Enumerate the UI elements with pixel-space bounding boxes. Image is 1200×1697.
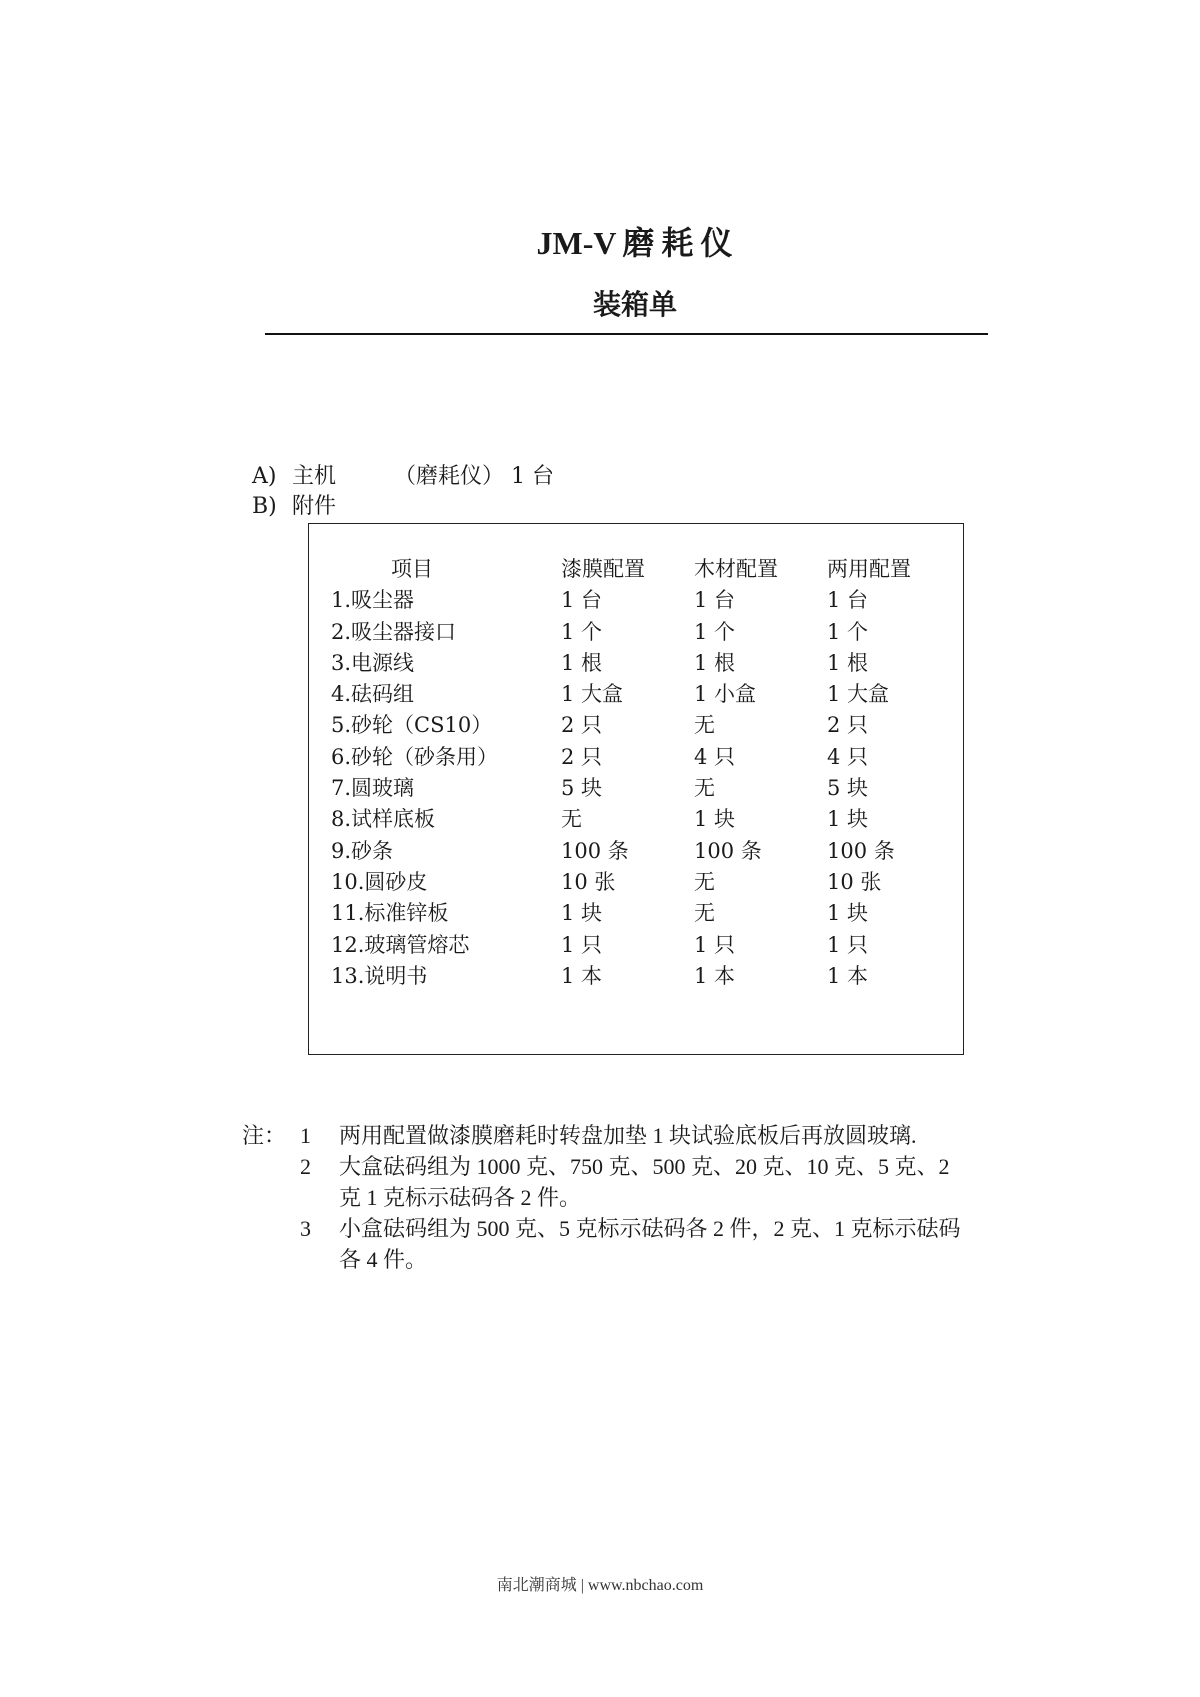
note-text: 各 4 件。 xyxy=(339,1247,428,1272)
paint-config: 2 只 xyxy=(561,744,603,769)
table-row xyxy=(309,648,963,679)
item-name: 5.砂轮（CS10） xyxy=(331,713,493,738)
table-row xyxy=(309,898,963,929)
wood-config: 无 xyxy=(694,776,715,801)
table-row xyxy=(309,804,963,835)
section-accessories xyxy=(252,492,336,522)
wood-config: 无 xyxy=(694,869,715,894)
paint-config: 无 xyxy=(561,807,582,832)
title-char: 仪 xyxy=(700,224,734,262)
item-name: 1.吸尘器 xyxy=(331,588,415,613)
section-detail: （磨耗仪） 1 台 xyxy=(394,464,554,489)
item-name: 8.试样底板 xyxy=(331,807,436,832)
section-name: 主机 xyxy=(292,464,337,489)
item-name: 11.标准锌板 xyxy=(331,901,449,926)
dual-config: 1 台 xyxy=(827,588,869,613)
paint-config: 10 张 xyxy=(561,869,616,894)
paint-config: 2 只 xyxy=(561,713,603,738)
note-text: 克 1 克标示砝码各 2 件。 xyxy=(339,1185,582,1210)
paint-config: 1 个 xyxy=(561,619,603,644)
table-row xyxy=(309,773,963,804)
accessories-table xyxy=(309,554,963,992)
dual-config: 1 根 xyxy=(827,650,869,675)
title-divider xyxy=(265,333,988,335)
table-row xyxy=(309,836,963,867)
item-name: 7.圆玻璃 xyxy=(331,776,415,801)
section-name: 附件 xyxy=(292,494,337,519)
header-paint-config: 漆膜配置 xyxy=(561,557,645,581)
item-name: 9.砂条 xyxy=(331,838,394,863)
table-row xyxy=(309,961,963,992)
footer-watermark: 南北潮商城 | www.nbchao.com xyxy=(496,1577,704,1594)
accessories-table-box xyxy=(308,523,964,1055)
section-label: B) xyxy=(252,494,277,519)
item-name: 2.吸尘器接口 xyxy=(331,619,457,644)
dual-config: 5 块 xyxy=(827,776,869,801)
header-item: 项目 xyxy=(391,557,433,581)
title-char: 耗 xyxy=(661,224,695,262)
dual-config: 1 个 xyxy=(827,619,869,644)
dual-config: 1 块 xyxy=(827,901,869,926)
wood-config: 1 根 xyxy=(694,650,736,675)
wood-config: 1 只 xyxy=(694,932,736,957)
title-char: 磨 xyxy=(622,224,656,262)
note-text: 大盒砝码组为 1000 克、750 克、500 克、20 克、10 克、5 克、2 xyxy=(339,1154,950,1179)
note-number: 2 xyxy=(300,1154,311,1179)
wood-config: 1 个 xyxy=(694,619,736,644)
header-wood-config: 木材配置 xyxy=(694,557,778,581)
dual-config: 2 只 xyxy=(827,713,869,738)
table-row xyxy=(309,585,963,616)
document-subtitle: 装箱单 xyxy=(592,288,677,321)
wood-config: 无 xyxy=(694,901,715,926)
item-name: 10.圆砂皮 xyxy=(331,869,428,894)
section-main-unit xyxy=(252,462,554,492)
item-name: 6.砂轮（砂条用） xyxy=(331,744,499,769)
wood-config: 1 台 xyxy=(694,588,736,613)
paint-config: 1 根 xyxy=(561,650,603,675)
notes-prefix: 注： xyxy=(242,1123,287,1148)
paint-config: 5 块 xyxy=(561,776,603,801)
paint-config: 1 只 xyxy=(561,932,603,957)
wood-config: 1 块 xyxy=(694,807,736,832)
table-row xyxy=(309,710,963,741)
paint-config: 1 台 xyxy=(561,588,603,613)
paint-config: 1 本 xyxy=(561,963,603,988)
wood-config: 100 条 xyxy=(694,838,762,863)
table-row xyxy=(309,679,963,710)
note-text: 两用配置做漆膜磨耗时转盘加垫 1 块试验底板后再放圆玻璃. xyxy=(339,1123,917,1148)
note-text: 小盒砝码组为 500 克、5 克标示砝码各 2 件，2 克、1 克标示砝码 xyxy=(339,1216,961,1241)
item-name: 12.玻璃管熔芯 xyxy=(331,932,470,957)
model-number: JM-V xyxy=(536,225,617,261)
wood-config: 无 xyxy=(694,713,715,738)
table-row xyxy=(309,930,963,961)
wood-config: 1 本 xyxy=(694,963,736,988)
wood-config: 1 小盒 xyxy=(694,682,757,707)
section-label: A) xyxy=(252,464,277,489)
note-number: 3 xyxy=(300,1216,311,1241)
dual-config: 100 条 xyxy=(827,838,895,863)
header-dual-config: 两用配置 xyxy=(827,557,911,581)
item-name: 13.说明书 xyxy=(331,963,428,988)
paint-config: 1 块 xyxy=(561,901,603,926)
dual-config: 1 只 xyxy=(827,932,869,957)
table-row xyxy=(309,867,963,898)
paint-config: 1 大盒 xyxy=(561,682,624,707)
table-row xyxy=(309,617,963,648)
dual-config: 1 块 xyxy=(827,807,869,832)
item-name: 3.电源线 xyxy=(331,650,415,675)
item-name: 4.砝码组 xyxy=(331,682,415,707)
dual-config: 1 本 xyxy=(827,963,869,988)
paint-config: 100 条 xyxy=(561,838,629,863)
wood-config: 4 只 xyxy=(694,744,736,769)
dual-config: 4 只 xyxy=(827,744,869,769)
table-header-row xyxy=(309,554,963,585)
document-title xyxy=(0,218,1200,264)
dual-config: 10 张 xyxy=(827,869,882,894)
note-number: 1 xyxy=(300,1123,311,1148)
dual-config: 1 大盒 xyxy=(827,682,890,707)
table-row xyxy=(309,742,963,773)
